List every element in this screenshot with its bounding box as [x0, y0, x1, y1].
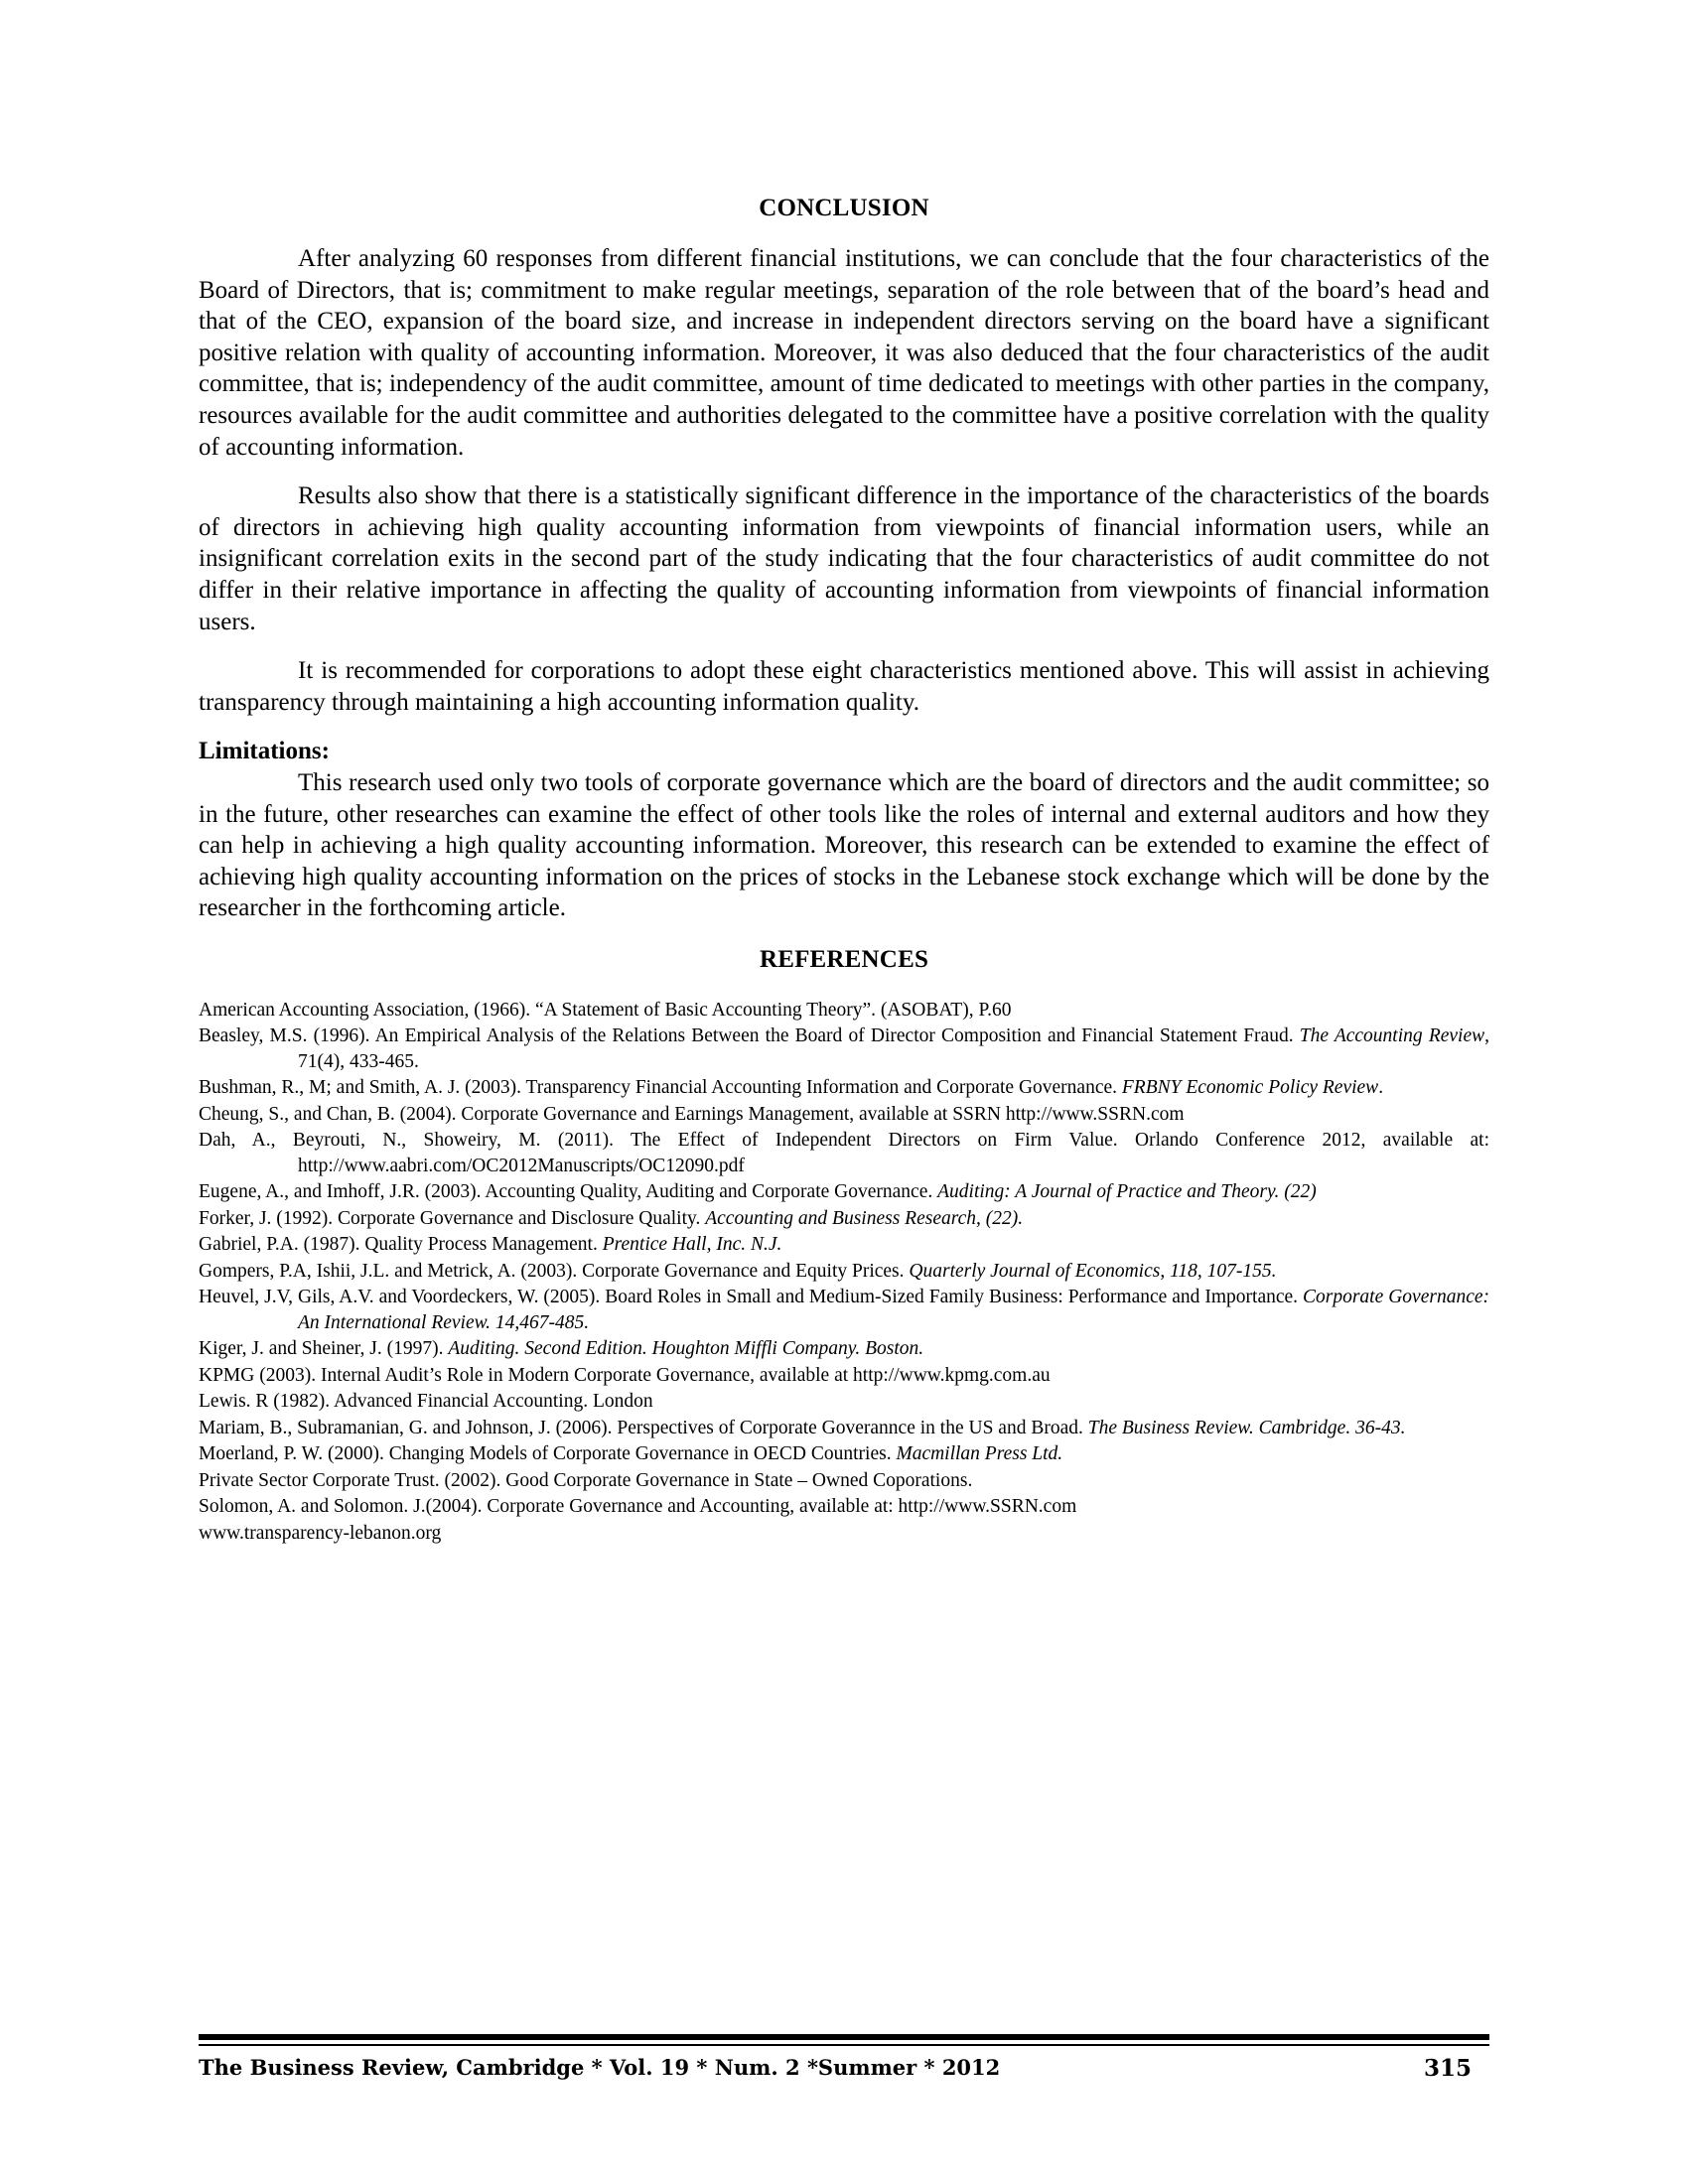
reference-entry — [199, 1285, 1489, 1335]
reference-entry — [199, 998, 1489, 1024]
conclusion-paragraph: After analyzing 60 responses from different financial institutions, we can conclude that the four characteristics of the Board of Directors, that is; commitment to make regular meetings, separation of the role between that of the board’s head and that of the CEO, expansion of the board size, and increase in independent directors serving on the board have a significant positive relation with quality of accounting information. Moreover, it was also deduced that the four characteristics of the audit committee, that is; independency of the audit committee, amount of time dedicated to meetings with other parties in the company, resources available for the audit committee and authorities delegated to the committee have a positive correlation with the quality of accounting information. — [199, 245, 1489, 461]
conclusion-heading: CONCLUSION — [759, 195, 929, 221]
page-number: 315 — [1423, 2055, 1472, 2082]
reference-entry — [199, 1102, 1489, 1128]
reference-entry — [199, 1179, 1489, 1205]
reference-text: Beasley, M.S. (1996). An Empirical Analysis of the Relations Between the Board of Director Composition and Financial Statement Fraud. — [199, 1025, 1300, 1047]
reference-entry — [199, 1232, 1489, 1258]
reference-entry — [199, 1389, 1489, 1415]
reference-entry — [199, 1468, 1489, 1494]
reference-entry — [199, 1259, 1489, 1285]
footer-journal-title: The Business Review, Cambridge * Vol. 19 * Num. 2 *Summer * 2012 — [199, 2055, 1001, 2080]
reference-text: Forker, J. (1992). Corporate Governance and Disclosure Quality. — [199, 1207, 706, 1229]
reference-source: Auditing: A Journal of Practice and Theory. (22) — [937, 1181, 1317, 1203]
reference-entry — [199, 1336, 1489, 1362]
reference-source: Prentice Hall, Inc. N.J. — [602, 1234, 782, 1256]
conclusion-paragraph: Results also show that there is a statistically significant difference in the importance of the characteristics of the boards of directors in achieving high quality accounting information from viewpoints of financial information users, while an insignificant correlation exits in the second part of the study indicating that the four characteristics of audit committee do not differ in their relative importance in affecting the quality of accounting information from viewpoints of financial information users. — [199, 482, 1489, 635]
reference-text: Solomon, A. and Solomon. J.(2004). Corporate Governance and Accounting, available at: http://www.SSRN.com — [199, 1496, 1077, 1518]
reference-text: www.transparency-lebanon.org — [199, 1522, 442, 1544]
limitations-paragraph: This research used only two tools of corporate governance which are the board of directors and the audit committee; so in the future, other researches can examine the effect of other tools like the roles of internal and external auditors and how they can help in achieving a high quality accounting information. Moreover, this research can be extended to examine the effect of achieving high quality accounting information on the prices of stocks in the Lebanese stock exchange which will be done by the researcher in the forthcoming article. — [199, 768, 1489, 922]
reference-source: The Accounting Review — [1299, 1025, 1485, 1047]
reference-entry — [199, 1416, 1489, 1441]
reference-text: Gabriel, P.A. (1987). Quality Process Management. — [199, 1234, 603, 1256]
reference-source: Macmillan Press Ltd. — [896, 1443, 1063, 1465]
reference-entry — [199, 1024, 1489, 1074]
references-heading: REFERENCES — [759, 945, 929, 973]
reference-text: American Accounting Association, (1966). “A Statement of Basic Accounting Theory”. (ASOBAT), P.60 — [199, 999, 1012, 1021]
footer-rule — [199, 2034, 1489, 2040]
limitations-heading: Limitations: — [199, 738, 330, 765]
reference-text: Bushman, R., M; and Smith, A. J. (2003). Transparency Financial Accounting Information and Corporate Governance. — [199, 1077, 1122, 1099]
reference-text: Heuvel, J.V, Gils, A.V. and Voordeckers, W. (2005). Board Roles in Small and Medium-Sized Family Business: Performance and Importance. — [199, 1287, 1303, 1308]
reference-source: FRBNY Economic Policy Review — [1121, 1077, 1379, 1099]
reference-entry — [199, 1441, 1489, 1467]
page-body — [199, 195, 1489, 1547]
reference-text: KPMG (2003). Internal Audit’s Role in Modern Corporate Governance, available at http://www.kpmg.com.au — [199, 1364, 1051, 1386]
conclusion-paragraph: It is recommended for corporations to adopt these eight characteristics mentioned above. This will assist in achieving transparency through maintaining a high accounting information quality. — [199, 657, 1489, 716]
reference-text: Gompers, P.A, Ishii, J.L. and Metrick, A. (2003). Corporate Governance and Equity Prices. — [199, 1260, 910, 1282]
reference-text: . — [1378, 1077, 1384, 1099]
reference-text: Cheung, S., and Chan, B. (2004). Corporate Governance and Earnings Management, available at SSRN http://www.SSRN.com — [199, 1103, 1185, 1125]
reference-entry — [199, 1128, 1489, 1178]
reference-text: Mariam, B., Subramanian, G. and Johnson, J. (2006). Perspectives of Corporate Goverannce in the US and Broad. — [199, 1417, 1088, 1438]
reference-list — [199, 998, 1489, 1547]
reference-text: , 71(4), 433-465. — [298, 1025, 1489, 1072]
reference-entry — [199, 1206, 1489, 1232]
reference-text: Kiger, J. and Sheiner, J. (1997). — [199, 1338, 449, 1360]
footer-rule — [199, 2044, 1489, 2046]
reference-entry — [199, 1363, 1489, 1389]
reference-entry — [199, 1075, 1489, 1101]
reference-text: Eugene, A., and Imhoff, J.R. (2003). Accounting Quality, Auditing and Corporate Governance. — [199, 1181, 938, 1203]
reference-text: Moerland, P. W. (2000). Changing Models of Corporate Governance in OECD Countries. — [199, 1443, 897, 1465]
reference-source: The Business Review. Cambridge. 36-43. — [1087, 1417, 1406, 1438]
reference-source: Corporate Governance: An International Review. 14,467-485. — [298, 1287, 1489, 1333]
reference-source: Accounting and Business Research, (22). — [705, 1207, 1024, 1229]
reference-source: Auditing. Second Edition. Houghton Miffli Company. Boston. — [448, 1338, 924, 1360]
reference-text: Private Sector Corporate Trust. (2002). Good Corporate Governance in State – Owned Coporations. — [199, 1469, 973, 1491]
reference-source: Quarterly Journal of Economics, 118, 107-155. — [909, 1260, 1277, 1282]
reference-entry — [199, 1494, 1489, 1520]
reference-entry — [199, 1521, 1489, 1547]
reference-text: Dah, A., Beyrouti, N., Showeiry, M. (2011). The Effect of Independent Directors on Firm Value. Orlando Conference 2012, available at: http://www.aabri.com/OC2012Manuscripts/OC12090.pdf — [199, 1130, 1489, 1176]
reference-text: Lewis. R (1982). Advanced Financial Accounting. London — [199, 1391, 653, 1413]
